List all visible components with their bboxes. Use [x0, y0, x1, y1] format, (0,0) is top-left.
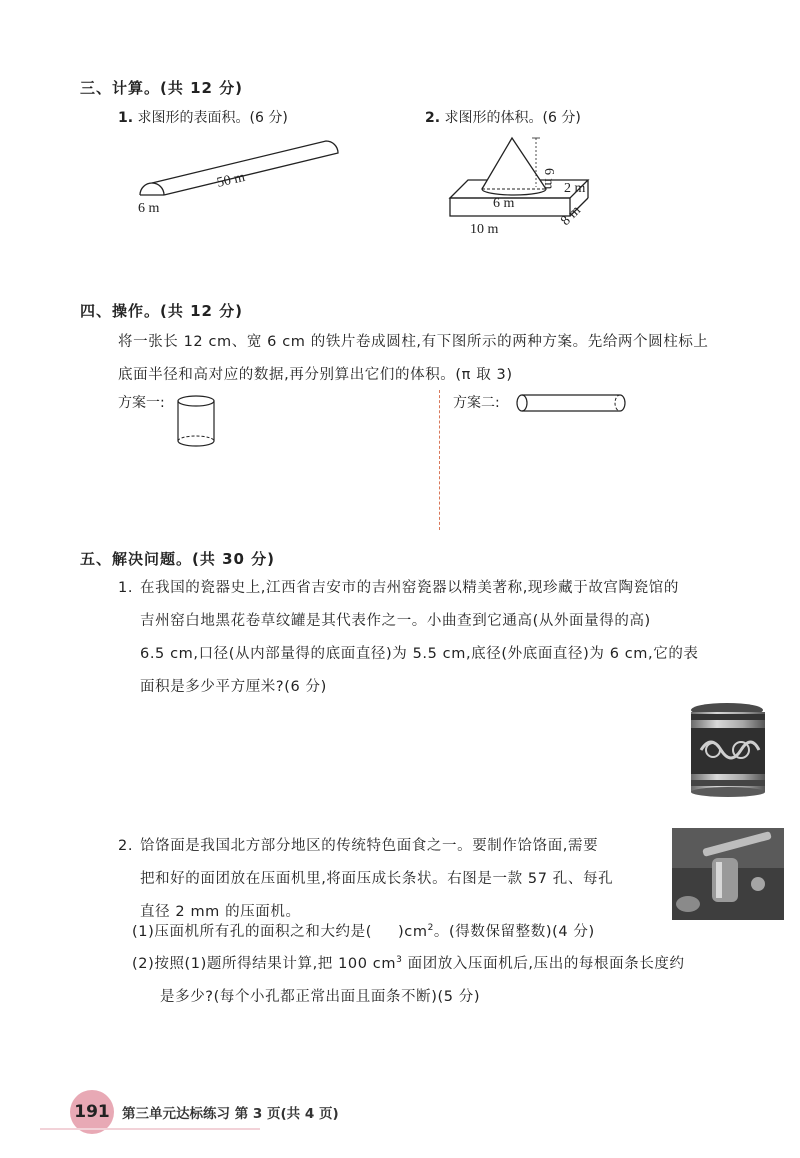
box-length-label: 10 m: [470, 222, 499, 237]
paragraph-line: 面积是多少平方厘米?(6 分): [140, 679, 327, 695]
sub-question-1-part-a: (1)压面机所有孔的面积之和大约是(: [132, 923, 372, 940]
paragraph-line: 饸饹面是我国北方部分地区的传统特色面食之一。要制作饸饹面,需要: [140, 838, 599, 854]
question-3-1: [118, 108, 288, 128]
paragraph-line: 直径 2 mm 的压面机。: [140, 904, 301, 920]
cone-height-label: 6 m: [541, 168, 556, 190]
paragraph-line: 6.5 cm,口径(从内部量得的底面直径)为 5.5 cm,底径(外底面直径)为 6 cm,它的表: [140, 646, 699, 662]
box-width-label: 8 m: [558, 203, 584, 229]
paragraph-line: 将一张长 12 cm、宽 6 cm 的铁片卷成圆柱,有下图所示的两种方案。先给两个圆柱标上: [118, 334, 709, 350]
half-cylinder-figure: [130, 135, 360, 220]
cone-on-box-figure: [440, 132, 620, 237]
section-4-paragraph: [118, 326, 778, 392]
length-label: 50 m: [215, 169, 247, 191]
paragraph-line: 底面半径和高对应的数据,再分别算出它们的体积。(π 取 3): [118, 367, 513, 383]
noodle-press-photo: [672, 828, 784, 920]
question-text: 求图形的表面积。(6 分): [137, 110, 288, 126]
sub-question-2-line-2: 是多少?(每个小孔都正常出面且面条不断)(5 分): [160, 988, 481, 1005]
question-text: 求图形的体积。(6 分): [444, 110, 581, 126]
question-number: 2.: [425, 110, 441, 126]
paragraph-line: 在我国的瓷器史上,江西省吉安市的吉州窑瓷器以精美著称,现珍藏于故宫陶瓷馆的: [140, 580, 679, 596]
plan-1-label: 方案一:: [118, 395, 165, 411]
question-3-2: [425, 108, 581, 128]
sub-question-2: [132, 944, 782, 1014]
footer-text: 第三单元达标练习 第 3 页(共 4 页): [122, 1106, 339, 1122]
superscript: 3: [396, 955, 403, 965]
box-height-label: 2 m: [564, 181, 586, 196]
paragraph-line: 把和好的面团放在压面机里,将面压成长条状。右图是一款 57 孔、每孔: [140, 871, 614, 887]
footer-bar: [40, 1128, 260, 1130]
section-3-title: 三、计算。(共 12 分): [80, 79, 244, 97]
superscript: 2: [427, 923, 434, 933]
question-5-1-text: [140, 572, 780, 704]
question-number: 1.: [118, 110, 134, 126]
sub-question-2-part-b: 面团放入压面机后,压出的每根面条长度约: [402, 955, 685, 972]
section-5-title: 五、解决问题。(共 30 分): [80, 550, 276, 568]
sub-question-1-part-b: )cm: [398, 923, 428, 940]
jar-photo: [683, 700, 773, 800]
page-number-badge: 191: [70, 1090, 114, 1134]
sub-question-1-part-c: 。(得数保留整数)(4 分): [433, 923, 595, 940]
sub-question-2-part-a: (2)按照(1)题所得结果计算,把 100 cm: [132, 955, 397, 972]
long-cylinder-figure: [512, 392, 630, 416]
tall-cylinder-figure: [174, 393, 222, 453]
divider: [439, 390, 440, 530]
section-4-title: 四、操作。(共 12 分): [80, 302, 244, 320]
question-5-1-number: 1.: [118, 580, 134, 596]
plan-2-label: 方案二:: [453, 395, 500, 411]
question-5-2-number: 2.: [118, 838, 134, 854]
diameter-label: 6 m: [138, 201, 160, 216]
paragraph-line: 吉州窑白地黑花卷草纹罐是其代表作之一。小曲查到它通高(从外面量得的高): [140, 613, 651, 629]
cone-diameter-label: 6 m: [493, 196, 515, 211]
